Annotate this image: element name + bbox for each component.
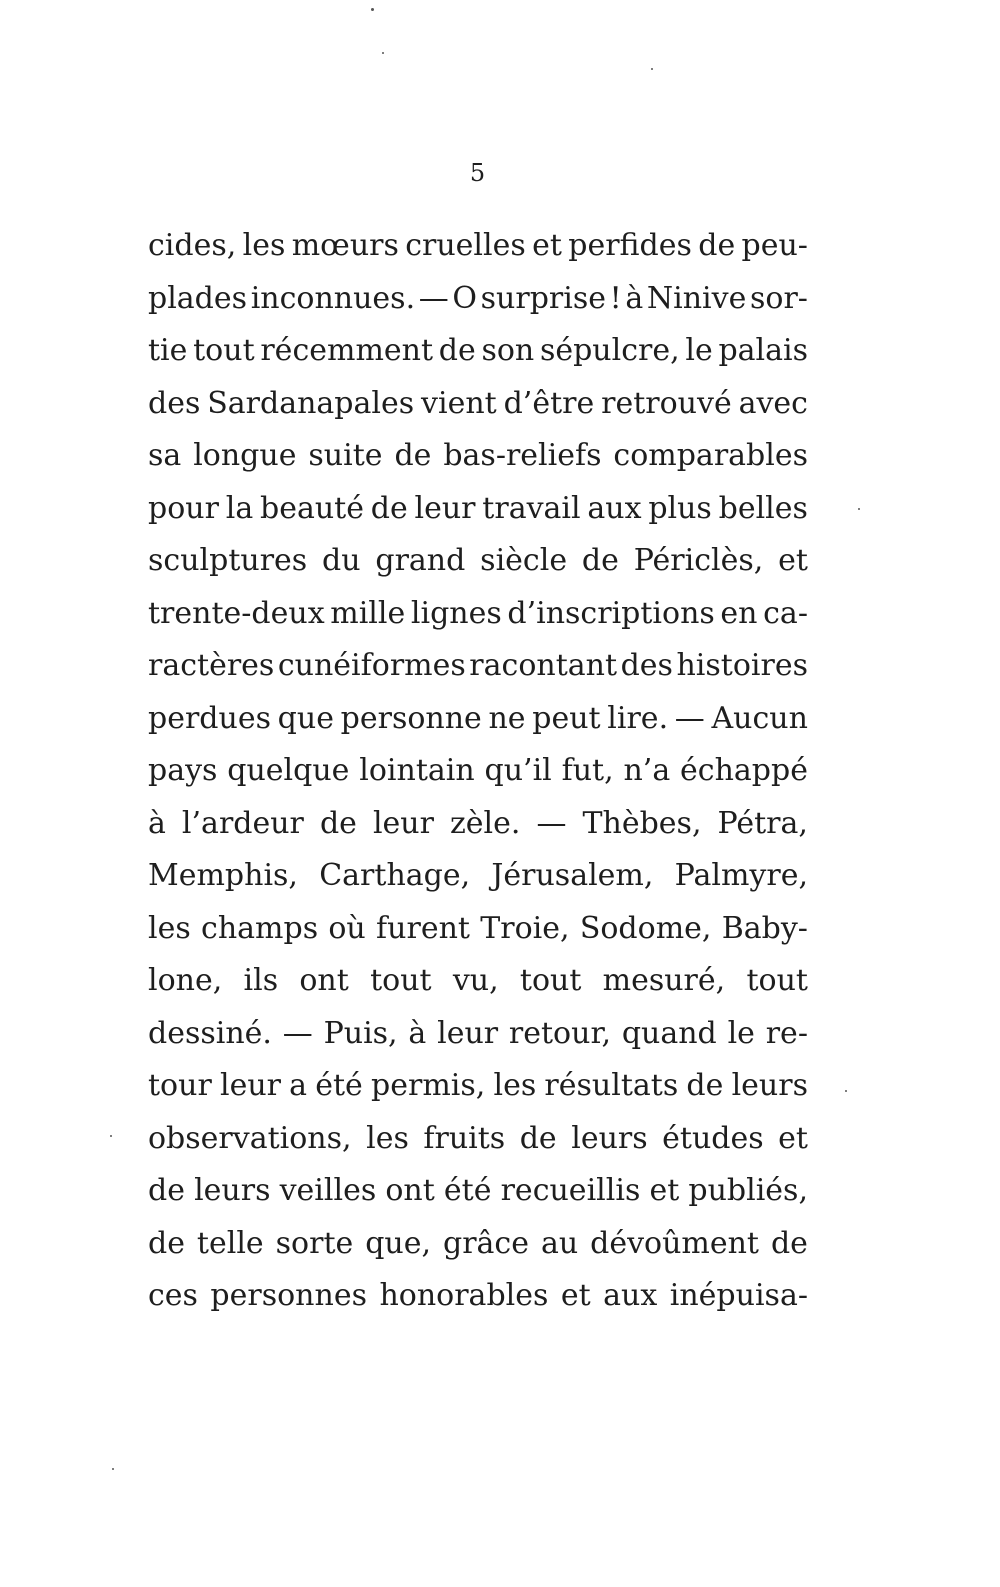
word: histoires <box>676 648 808 683</box>
word: Pétra, <box>717 805 808 841</box>
word: grand <box>375 543 466 578</box>
text-line <box>148 483 808 536</box>
word: leurs <box>731 1068 808 1103</box>
word: à <box>625 280 644 316</box>
word: été <box>315 1068 363 1103</box>
word: Jérusalem, <box>491 858 654 893</box>
word: observations, <box>148 1120 352 1156</box>
word: inconnues. <box>250 280 416 316</box>
word: de <box>698 228 736 263</box>
word: où <box>328 910 366 946</box>
page-number: 5 <box>469 159 486 187</box>
word: de <box>770 1225 808 1261</box>
word: publiés, <box>688 1173 808 1208</box>
word: leurs <box>194 1173 271 1208</box>
word: grâce <box>442 1225 529 1261</box>
word: les <box>493 1068 537 1103</box>
word: résultats <box>544 1068 679 1103</box>
word: inépuisa- <box>669 1278 808 1313</box>
word: et <box>560 1278 591 1313</box>
word: et <box>649 1173 680 1208</box>
word: leur <box>437 1015 499 1051</box>
word: vient <box>421 385 497 421</box>
word: leur <box>219 1068 281 1103</box>
word: tout <box>193 333 255 368</box>
word: en <box>720 595 758 631</box>
word: pour <box>148 490 219 526</box>
word: ractères <box>148 648 275 683</box>
word: fruits <box>423 1120 506 1156</box>
text-line <box>148 325 808 378</box>
word: de <box>686 1068 724 1103</box>
word: recueillis <box>500 1173 641 1208</box>
word: honorables <box>379 1278 549 1313</box>
word: lointain <box>359 753 475 788</box>
word: échappé <box>680 753 808 788</box>
word: études <box>662 1120 764 1156</box>
word: de <box>519 1120 557 1156</box>
word: au <box>540 1225 579 1261</box>
word: peut <box>532 700 601 736</box>
word: Carthage, <box>319 858 471 893</box>
word: son <box>481 333 535 368</box>
word: Palmyre, <box>674 858 808 893</box>
text-line <box>148 430 808 483</box>
word: leur <box>414 490 476 526</box>
word: d’inscriptions <box>507 595 715 631</box>
word: de <box>319 805 357 841</box>
word: aux <box>587 490 642 526</box>
word: retour, <box>508 1015 612 1051</box>
word: avec <box>738 385 808 421</box>
word: que, <box>365 1225 432 1261</box>
word: quand <box>621 1015 717 1051</box>
text-line <box>148 745 808 798</box>
word: et <box>532 228 562 263</box>
word: de <box>370 490 408 526</box>
word: des <box>620 648 673 683</box>
word: leurs <box>571 1120 648 1156</box>
word: beauté <box>259 490 364 526</box>
word: ils <box>243 963 279 998</box>
text-line <box>148 1270 808 1323</box>
word: récemment <box>260 333 434 368</box>
word: cruelles <box>405 228 526 263</box>
word: Aucun <box>711 700 808 736</box>
word: vu, <box>452 963 499 998</box>
word: veilles <box>279 1173 377 1208</box>
text-line <box>148 378 808 431</box>
text-line <box>148 535 808 588</box>
word: sor- <box>750 280 808 316</box>
paper-speck <box>382 52 384 54</box>
word: lignes <box>410 595 502 631</box>
word: Sardanapales <box>207 385 415 421</box>
word: surprise <box>480 280 607 316</box>
word: belles <box>718 490 808 526</box>
word: perdues <box>148 700 271 736</box>
word: Ninive <box>646 280 747 316</box>
word: le <box>727 1015 755 1051</box>
word: sa <box>148 438 182 473</box>
word: Puis, <box>323 1015 398 1051</box>
word: pays <box>148 753 218 788</box>
word: bas-reliefs <box>443 438 602 473</box>
word: ! <box>609 280 622 316</box>
word: ne <box>488 700 526 736</box>
word: trente-deux <box>148 595 325 631</box>
word: les <box>148 910 191 946</box>
word: personnes <box>210 1278 367 1313</box>
word: la <box>225 490 254 526</box>
word: le <box>685 333 713 368</box>
word: personne <box>340 700 482 736</box>
word: ont <box>299 963 349 998</box>
word: peu- <box>741 228 808 263</box>
text-line <box>148 850 808 903</box>
word: ces <box>148 1278 198 1313</box>
word: Sodome, <box>579 910 712 946</box>
text-line <box>148 273 808 326</box>
word: quelque <box>227 753 350 788</box>
word: dévoûment <box>590 1225 759 1261</box>
word: leur <box>372 805 434 841</box>
word: mesuré, <box>602 963 726 998</box>
word: — <box>674 700 705 736</box>
word: fut, <box>561 753 614 788</box>
text-line <box>148 1218 808 1271</box>
word: sépulcre, <box>539 333 680 368</box>
word: cunéiformes <box>277 648 466 683</box>
word: Périclès, <box>633 543 764 578</box>
word: — <box>418 280 449 316</box>
paper-speck <box>845 1090 847 1092</box>
word: d’être <box>503 385 595 421</box>
text-line <box>148 1060 808 1113</box>
word: à <box>148 805 166 841</box>
word: siècle <box>480 543 568 578</box>
text-line <box>148 798 808 851</box>
word: lone, <box>148 963 223 998</box>
word: l’ardeur <box>181 805 304 841</box>
word: aux <box>603 1278 658 1313</box>
text-line <box>148 693 808 746</box>
word: que <box>277 700 334 736</box>
word: furent <box>376 910 470 946</box>
paper-speck <box>858 508 860 510</box>
word: plus <box>648 490 712 526</box>
word: re- <box>765 1015 808 1051</box>
word: champs <box>201 910 319 946</box>
word: sculptures <box>148 543 308 578</box>
word: de <box>438 333 476 368</box>
paper-speck <box>371 8 374 11</box>
word: plades <box>148 280 248 316</box>
word: tout <box>746 963 808 998</box>
paper-speck <box>112 1468 114 1470</box>
word: de <box>394 438 432 473</box>
word: tie <box>148 333 188 368</box>
word: O <box>452 280 478 316</box>
text-line <box>148 955 808 1008</box>
word: — <box>282 1015 313 1051</box>
word: zèle. <box>449 805 521 841</box>
paper-speck <box>651 68 653 70</box>
word: tout <box>519 963 582 998</box>
word: travail <box>482 490 581 526</box>
word: de <box>148 1225 185 1261</box>
body-text <box>148 220 808 1323</box>
word: palais <box>718 333 808 368</box>
word: du <box>322 543 361 578</box>
word: mille <box>330 595 406 631</box>
text-line <box>148 220 808 273</box>
word: été <box>443 1173 492 1208</box>
word: ont <box>385 1173 435 1208</box>
word: les <box>366 1120 409 1156</box>
word: racontant <box>469 648 618 683</box>
word: Thèbes, <box>582 805 702 841</box>
text-line <box>148 1165 808 1218</box>
word: tout <box>370 963 432 998</box>
word: Memphis, <box>148 858 298 893</box>
word: retrouvé <box>601 385 732 421</box>
word: ca- <box>763 595 808 631</box>
word: et <box>778 1120 808 1156</box>
word: permis, <box>371 1068 486 1103</box>
word: de <box>148 1173 185 1208</box>
word: suite <box>308 438 383 473</box>
word: à <box>408 1015 427 1051</box>
word: et <box>778 543 808 578</box>
word: comparables <box>613 438 808 473</box>
word: des <box>148 385 201 421</box>
paper-speck <box>110 1135 112 1137</box>
word: dessiné. <box>148 1015 272 1051</box>
word: n’a <box>623 753 671 788</box>
word: qu’il <box>484 753 552 788</box>
word: tour <box>148 1068 212 1103</box>
word: cides, <box>148 228 237 263</box>
word: perfides <box>568 228 692 263</box>
word: longue <box>193 438 297 473</box>
word: sorte <box>275 1225 354 1261</box>
text-line <box>148 588 808 641</box>
text-line <box>148 640 808 693</box>
word: Baby- <box>721 910 808 946</box>
word: lire. <box>607 700 669 736</box>
text-line <box>148 1008 808 1061</box>
text-line <box>148 1113 808 1166</box>
word: de <box>581 543 619 578</box>
word: Troie, <box>480 910 570 946</box>
word: — <box>536 805 567 841</box>
text-line <box>148 903 808 956</box>
word: les <box>242 228 286 263</box>
word: telle <box>196 1225 264 1261</box>
word: mœurs <box>291 228 399 263</box>
word: a <box>289 1068 308 1103</box>
